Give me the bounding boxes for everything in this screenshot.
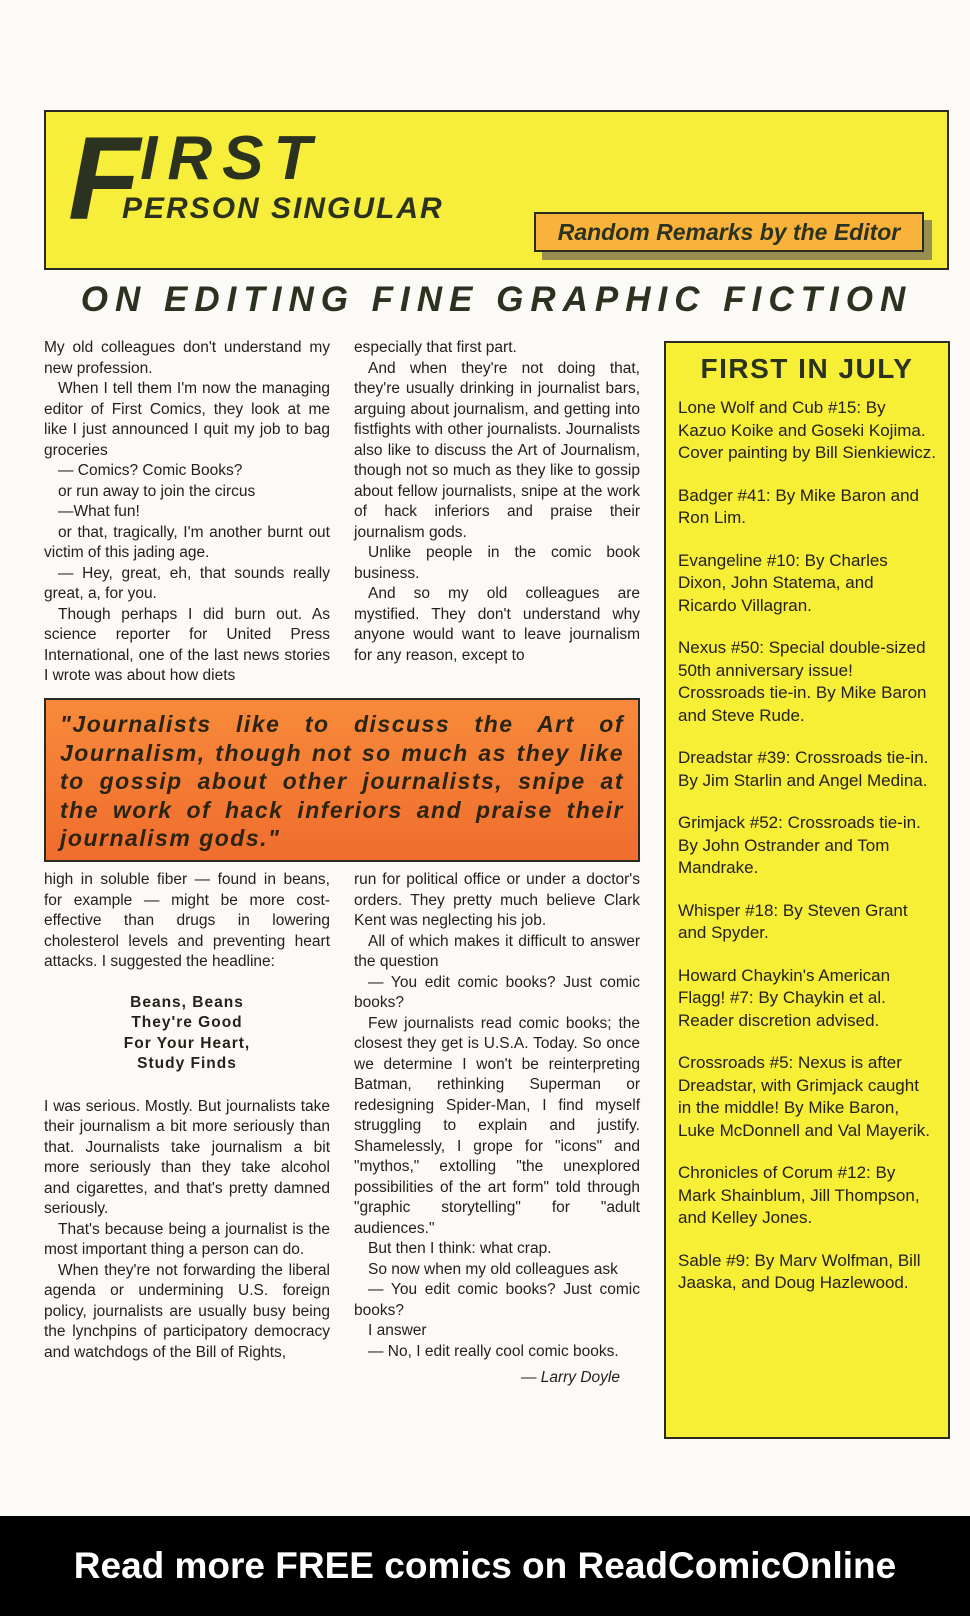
release-entry: Howard Chaykin's American Flagg! #7: By Chaykin et al. Reader discretion advised.	[678, 965, 891, 1030]
paragraph: run for political office or under a doctor's orders. They pretty much believe Clark Kent was neglecting his job.	[354, 871, 640, 929]
paragraph: — Comics? Comic Books?	[58, 462, 243, 479]
pull-quote: "Journalists like to discuss the Art of Journalism, though not so much as they like to gossip about other journalists, snipe at the work of hack inferiors and praise their journalism gods."	[44, 698, 640, 862]
release-entry: Evangeline #10: By Charles Dixon, John Statema, and Ricardo Villagran.	[678, 550, 888, 615]
paragraph: All of which makes it difficult to answer the question	[354, 932, 640, 970]
header-banner	[44, 110, 949, 270]
headline-suggestion	[44, 993, 330, 1075]
paragraph: I was serious. Mostly. But journalists take their journalism a bit more seriously than that. Journalists take journalism a bit more seriously than they take alcohol and cigarettes, and that's pretty damned seriously.	[44, 1097, 330, 1217]
paragraph: or run away to join the circus	[58, 482, 256, 500]
paragraph: Unlike people in the comic book business.	[354, 544, 640, 582]
headline-line: Beans, Beans	[130, 993, 244, 1011]
promo-footer-text[interactable]: Read more FREE comics on ReadComicOnline	[73, 1545, 897, 1586]
headline-line: Study Finds	[137, 1055, 237, 1072]
paragraph: My old colleagues don't understand my new profession.	[44, 339, 330, 377]
article-headline: ON EDITING FINE GRAPHIC FICTION	[80, 280, 913, 319]
promo-footer-banner[interactable]	[0, 1516, 970, 1616]
headline-line: They're Good	[131, 1014, 243, 1031]
article-column-1-bottom	[44, 870, 330, 1363]
paragraph: That's because being a journalist is the most important thing a person can do.	[44, 1220, 330, 1258]
article-column-2-top	[354, 338, 640, 666]
first-in-july-sidebar	[664, 341, 950, 1439]
author-signature: — Larry Doyle	[520, 1369, 620, 1386]
paragraph: And when they're not doing that, they're usually drinking in journalist bars, arguing about journalism, and getting into fistfights with other journalists. Journalists also like to discuss the Art of Journalism, though not so much as they like to gossip about fellow journalists, snipe at the work of hack inferiors and praise their journalism gods.	[354, 359, 640, 541]
release-entry: Chronicles of Corum #12: By Mark Shainblum, Jill Thompson, and Kelley Jones.	[678, 1163, 920, 1227]
header-tagline: Random Remarks by the Editor	[534, 212, 924, 252]
paragraph: I answer	[368, 1322, 427, 1339]
article-column-1-top	[44, 338, 330, 687]
paragraph: high in soluble fiber — found in beans, for example — might be more cost-effective than drugs in lowering cholesterol levels and preventing heart attacks. I suggested the headline:	[44, 871, 330, 970]
paragraph: — You edit comic books? Just comic books?	[354, 1281, 640, 1319]
paragraph: So now when my old colleagues ask	[368, 1260, 618, 1278]
header-first-title: FIRST	[68, 113, 322, 245]
sidebar-title: FIRST IN JULY	[700, 353, 914, 384]
paragraph: But then I think: what crap.	[368, 1240, 552, 1257]
release-entry: Sable #9: By Marv Wolfman, Bill Jaaska, and Doug Hazlewood.	[678, 1250, 921, 1292]
release-entry: Dreadstar #39: Crossroads tie-in. By Jim Starlin and Angel Medina.	[678, 748, 929, 790]
release-entry: Whisper #18: By Steven Grant and Spyder.	[678, 900, 908, 942]
release-entry: Nexus #50: Special double-sized 50th anniversary issue! Crossroads tie-in. By Mike Baron and Steve Rude.	[678, 638, 927, 725]
paragraph: or that, tragically, I'm another burnt out victim of this jading age.	[44, 523, 330, 561]
article-column-2-bottom	[354, 870, 640, 1389]
paragraph: And so my old colleagues are mystified. They don't understand why anyone would want to leave journalism for any reason, except to	[354, 585, 640, 664]
paragraph: especially that first part.	[354, 339, 517, 356]
paragraph: —What fun!	[58, 503, 140, 520]
release-entry: Badger #41: By Mike Baron and Ron Lim.	[678, 485, 919, 527]
paragraph: Few journalists read comic books; the closest they get is U.S.A. Today. So once we determine I won't be reinterpreting Batman, rethinking Superman or redesigning Spider-Man, I find myself struggling to explain and justify. Shamelessly, I grope for "icons" and "mythos," extolling "the unexplored possibilities of the art form" told through "graphic storytelling" for "adult audiences."	[354, 1014, 640, 1237]
paragraph: When they're not forwarding the liberal agenda or undermining U.S. foreign policy, journalists are usually busy being the lynchpins of participatory democracy and watchdogs of the Bill of Rights,	[44, 1261, 330, 1361]
paragraph: When I tell them I'm now the managing editor of First Comics, they look at me like I just announced I quit my job to bag groceries	[44, 380, 330, 459]
headline-line: For Your Heart,	[123, 1034, 251, 1052]
release-entry: Crossroads #5: Nexus is after Dreadstar, with Grimjack caught in the middle! By Mike Baron, Luke McDonnell and Val Mayerik.	[678, 1053, 930, 1140]
paragraph: — You edit comic books? Just comic books?	[354, 973, 640, 1011]
release-entry: Grimjack #52: Crossroads tie-in. By John Ostrander and Tom Mandrake.	[678, 813, 921, 877]
header-subtitle: PERSON SINGULAR	[122, 192, 444, 225]
paragraph: Though perhaps I did burn out. As science reporter for United Press International, one of the last news stories I wrote was about how diets	[44, 605, 330, 684]
paragraph: — No, I edit really cool comic books.	[368, 1342, 619, 1360]
release-entry: Lone Wolf and Cub #15: By Kazuo Koike and Goseki Kojima. Cover painting by Bill Sienkiewicz.	[678, 398, 936, 462]
paragraph: — Hey, great, eh, that sounds really great, a, for you.	[44, 564, 330, 602]
